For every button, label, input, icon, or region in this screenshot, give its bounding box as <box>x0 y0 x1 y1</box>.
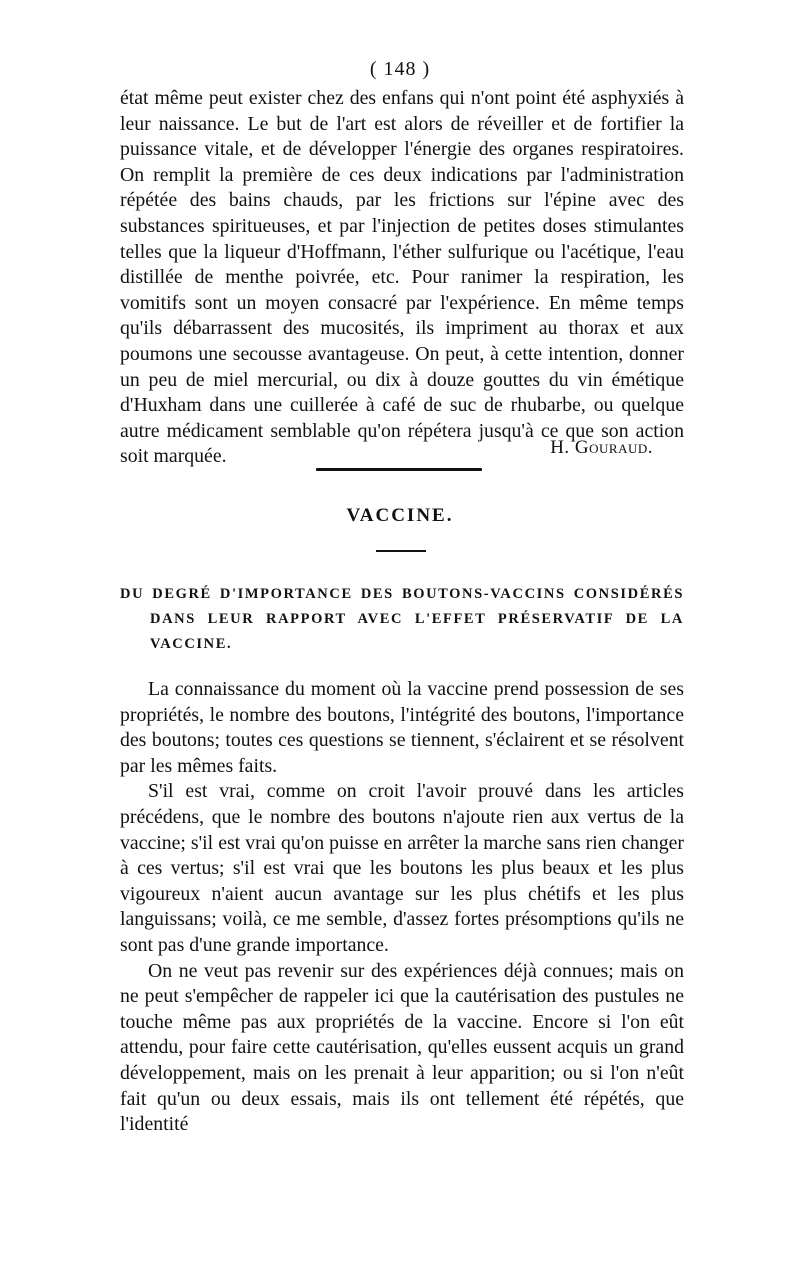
paragraph-2: S'il est vrai, comme on croit l'avoir prouvé dans les articles précédens, que le nombre des boutons n'ajoute rien aux vertus de la vaccine; s'il est vrai qu'on puisse en arrêter la marche sans rien changer à ces vertus; s'il est vrai que les boutons les plus beaux et les plus vigoureux n'aient aucun avantage sur les plus chétifs et les plus languissans; voilà, ce me semble, d'assez fortes présomptions qu'ils ne sont pas d'une grande importance. <box>120 780 684 956</box>
paragraph-3: On ne veut pas revenir sur des expériences déjà connues; mais on ne peut s'empêcher de rappeler ici que la cautérisation des pustules ne touche même pas aux propriétés de la vaccine. Encore si l'on eût attendu, pour faire cette cautérisation, qu'elles eussent acquis un grand développement, mais on les prenait à leur apparition; ou si l'on n'eût fait qu'un ou deux essais, mais ils ont tellement été répétés, que l'identité <box>120 959 684 1136</box>
paragraph-1: La connaissance du moment où la vaccine prend possession de ses propriétés, le nombre des boutons, l'intégrité des boutons, l'importance des boutons; toutes ces questions se tiennent, s'éclairent et se résolvent par les mêmes faits. <box>120 678 684 777</box>
page-number: ( 148 ) <box>369 58 431 80</box>
section-divider-rule <box>316 468 482 471</box>
article-body <box>120 677 684 1138</box>
author-signature: H. Gouraud. <box>550 437 653 458</box>
intro-paragraph-block <box>120 86 684 470</box>
section-title: VACCINE. <box>346 505 454 526</box>
intro-paragraph: état même peut exister chez des enfans qui n'ont point été asphyxiés à leur naissance. Le but de l'art est alors de réveiller et de fortifier la puissance vitale, et de développer l'énergie des organes respiratoires. On remplit la première de ces deux indications par l'administration répétée des bains chauds, par les frictions sur l'épine avec des substances spiritueuses, et par l'injection de petites doses stimulantes telles que la liqueur d'Hoffmann, l'éther sulfurique ou l'acétique, l'eau distillée de menthe poivrée, etc. Pour ranimer la respiration, les vomitifs sont un moyen consacré par l'expérience. En même temps qu'ils débarrassent des mucosités, ils impriment au thorax et aux poumons une secousse avantageuse. On peut, à cette intention, donner un peu de miel mercurial, ou dix à douze gouttes du vin émétique d'Huxham dans une cuillerée à café de suc de rhubarbe, ou quelque autre médicament semblable qu'on répétera jusqu'à ce que son action soit marquée. <box>120 87 684 468</box>
article-subtitle-text: DU DEGRÉ D'IMPORTANCE DES BOUTONS-VACCINS CONSIDÉRÉS DANS LEUR RAPPORT AVEC L'EFFET PRÉSERVATIF DE LA VACCINE. <box>120 586 684 652</box>
title-underline-rule <box>376 550 426 552</box>
article-subtitle <box>120 582 684 657</box>
